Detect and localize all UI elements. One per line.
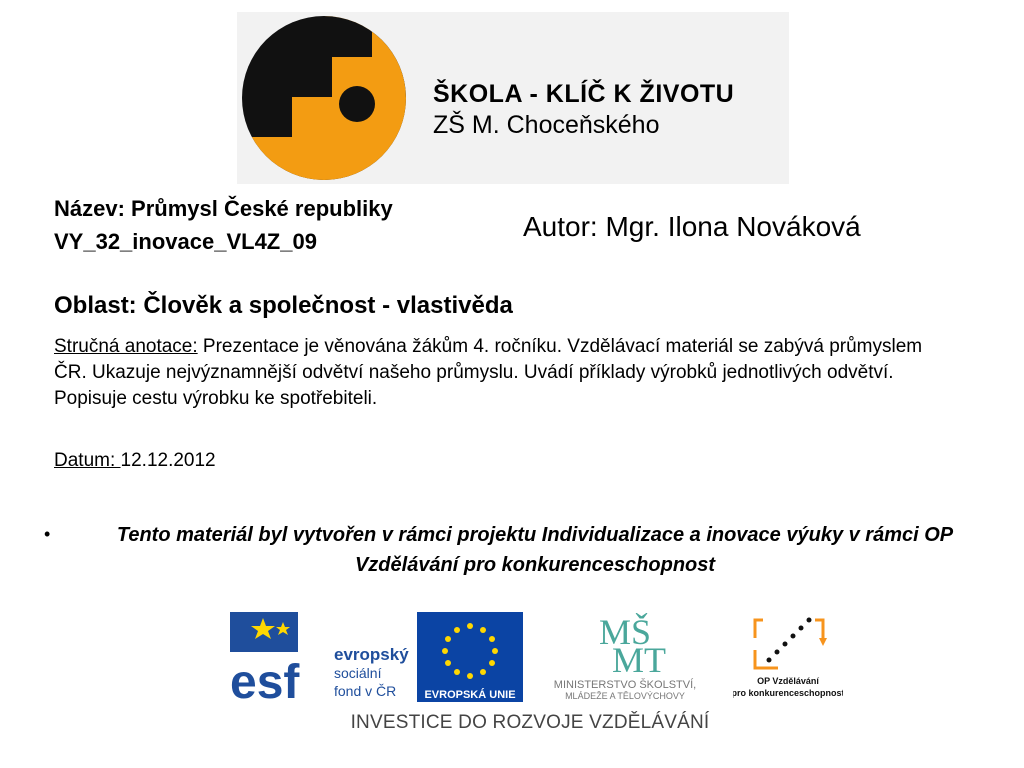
date-label: Datum: xyxy=(54,450,121,471)
project-note: Tento materiál byl vytvořen v rámci projektu Individualizace a inovace výuky v rámci OP Vzdělávání pro konkurenceschopnost xyxy=(116,524,954,576)
msmt-line1: MINISTERSTVO ŠKOLSTVÍ, xyxy=(553,679,697,691)
esf-logo xyxy=(228,612,414,704)
eu-logo xyxy=(417,612,523,702)
school-subtitle: ZŠ M. Choceňského xyxy=(433,111,660,139)
author: Autor: Mgr. Ilona Nováková xyxy=(523,211,861,242)
op-line2: pro konkurenceschopnost xyxy=(733,688,843,698)
annotation-label: Stručná anotace: xyxy=(54,336,198,357)
annotation xyxy=(54,334,954,412)
eu-label: EVROPSKÁ UNIE xyxy=(424,689,516,701)
esf-line2: sociální xyxy=(334,665,382,681)
investice-text: INVESTICE DO ROZVOJE VZDĚLÁVÁNÍ xyxy=(350,712,710,733)
material-code: VY_32_inovace_VL4Z_09 xyxy=(54,229,317,254)
date xyxy=(54,450,216,472)
annotation-text: Prezentace je věnována žákům 4. ročníku. Vzdělávací materiál se zabývá průmyslem ČR. Ukazuje nejvýznamnější odvětví našeho průmyslu. Uvádí příklady výrobků jednotlivých odvětví. Popisuje cestu výrobku ke spotřebiteli. xyxy=(54,336,923,409)
op-line1: OP Vzdělávání xyxy=(757,676,819,686)
msmt-line2: MLÁDEŽE A TĚLOVÝCHOVY xyxy=(565,691,685,701)
esf-line3: fond v ČR xyxy=(334,683,397,699)
subject-area: Oblast: Člověk a společnost - vlastivěda xyxy=(54,292,513,319)
svg-text:MT: MT xyxy=(612,640,666,680)
esf-emblem-icon xyxy=(228,612,414,704)
esf-line1: evropský xyxy=(334,645,409,664)
op-logo xyxy=(733,610,843,702)
msmt-emblem-icon xyxy=(533,610,717,702)
eu-flag-icon xyxy=(417,612,523,702)
op-emblem-icon xyxy=(733,610,843,702)
date-value: 12.12.2012 xyxy=(120,450,216,471)
material-name: Název: Průmysl České republiky xyxy=(54,196,393,221)
school-title: ŠKOLA - KLÍČ K ŽIVOTU xyxy=(433,80,735,108)
msmt-logo xyxy=(533,610,717,702)
svg-text:MŠ: MŠ xyxy=(598,612,652,652)
bullet-icon: • xyxy=(44,524,51,544)
svg-text:esf: esf xyxy=(230,656,300,704)
